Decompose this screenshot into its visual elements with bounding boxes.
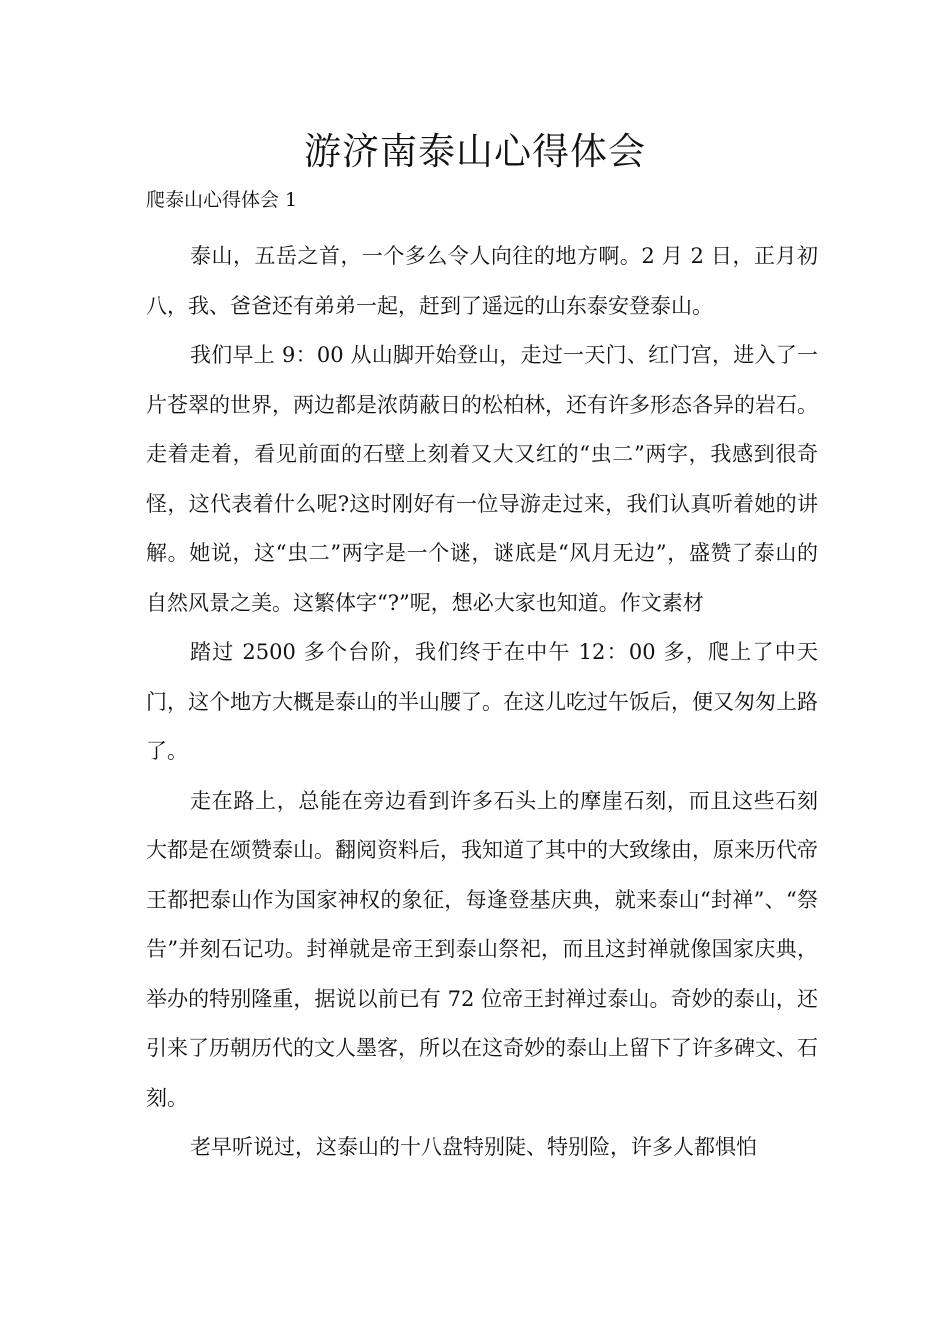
paragraph: 老早听说过，这泰山的十八盘特别陡、特别险，许多人都惧怕 [190, 1135, 757, 1159]
paragraph: 走在路上，总能在旁边看到许多石头上的摩崖石刻，而且这些石刻大都是在颂赞泰山。翻阅资料后，我知道了其中的大致缘由，原来历代帝王都把泰山作为国家神权的象征，每逢登基庆典，就来泰山“封禅”、“祭告”并刻石记功。封禅就是帝王到泰山祭祀，而且这封禅就像国家庆典，举办的特别隆重，据说以前已有 72 位帝王封禅过泰山。奇妙的泰山，还引来了历朝历代的文人墨客，所以在这奇妙的泰山上留下了许多碑文、石刻。 [146, 788, 818, 1110]
document-title: 游济南泰山心得体会 [304, 130, 646, 173]
document-subtitle: 爬泰山心得体会 1 [146, 189, 298, 211]
document-body [146, 232, 818, 1173]
paragraph: 泰山，五岳之首，一个多么令人向往的地方啊。2 月 2 日，正月初八，我、爸爸还有弟弟一起，赶到了遥远的山东泰安登泰山。 [146, 244, 818, 318]
paragraph: 踏过 2500 多个台阶，我们终于在中午 12：00 多，爬上了中天门，这个地方大概是泰山的半山腰了。在这儿吃过午饭后，便又匆匆上路了。 [146, 640, 818, 763]
paragraph: 我们早上 9：00 从山脚开始登山，走过一天门、红门宫，进入了一片苍翠的世界，两边都是浓荫蔽日的松柏林，还有许多形态各异的岩石。走着走着，看见前面的石壁上刻着又大又红的“虫二”两字，我感到很奇怪，这代表着什么呢?这时刚好有一位导游走过来，我们认真听着她的讲解。她说，这“虫二”两字是一个谜，谜底是“风月无边”，盛赞了泰山的自然风景之美。这繁体字“?”呢，想必大家也知道。作文素材 [146, 343, 818, 615]
